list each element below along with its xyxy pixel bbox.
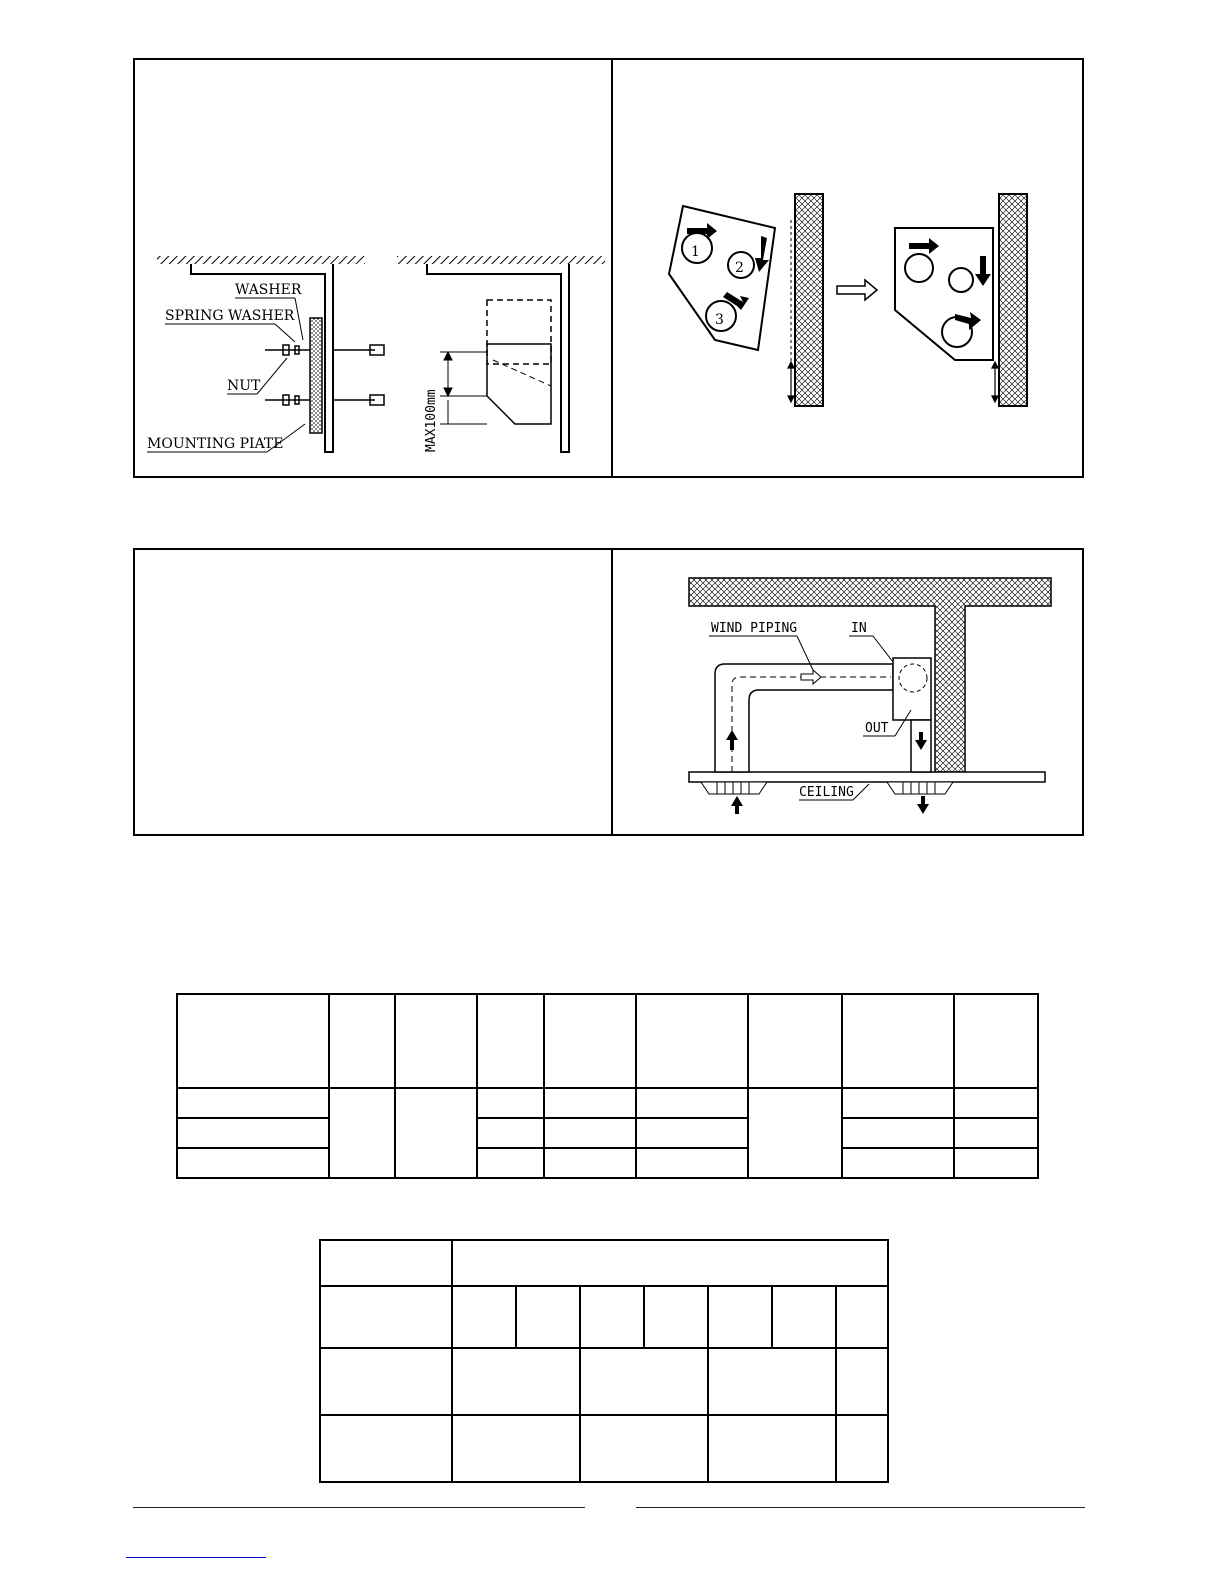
table-row [320,1240,888,1286]
figure-panel-mounting-plate [133,58,613,478]
table-row [177,1118,1038,1148]
table-header-cell [954,994,1038,1088]
table-header-cell [177,994,329,1088]
merged-cell [748,1088,842,1178]
table-row [320,1286,888,1348]
unit-mounted [487,344,551,424]
table-row [320,1415,888,1482]
footer-link-underline[interactable] [126,1557,266,1558]
spec-table-two [319,1239,889,1483]
spec-table-one [176,993,1039,1179]
merged-cell [329,1088,395,1178]
footer-rule-right [636,1507,1085,1508]
label-ceiling: CEILING [799,785,854,800]
dimension-max [440,352,487,424]
table-header-cell [842,994,954,1088]
label-nut: NUT [227,378,261,394]
mounting-plate [310,318,322,433]
table-header-cell [544,994,636,1088]
table-header-cell [477,994,544,1088]
table-header-cell [329,994,395,1088]
merged-cell [395,1088,477,1178]
indoor-unit [893,658,931,720]
label-wind-piping: WIND PIPING [711,621,798,636]
figure-panel-hang-unit [611,58,1084,478]
step-number-2: 2 [735,260,744,276]
table-header-cell [395,994,477,1088]
mounting-plate-diagram [135,60,615,480]
ceiling-hatch-right [397,256,605,264]
text-panel-blank [133,548,613,836]
label-washer: WASHER [235,282,302,298]
hang-unit-diagram [613,60,1086,480]
table-row [320,1348,888,1415]
step-number-3: 3 [715,312,724,328]
table-row [177,1148,1038,1178]
transition-arrow [837,280,877,300]
wall-right [999,194,1027,406]
unit-before-outline [487,300,551,364]
grille-intake [701,782,767,794]
table-header-cell [748,994,842,1088]
grille-outlet [887,782,953,794]
ceiling-hatch-left [157,256,365,264]
table-row [177,1088,1038,1118]
unit-tilted [669,206,775,350]
label-max-dimension: MAX100mm [424,389,439,452]
label-out: OUT [865,721,889,736]
wall-left [795,194,823,406]
wind-piping-diagram [613,550,1086,838]
label-mounting-plate: MOUNTING PIATE [147,436,284,452]
figure-panel-wind-piping [611,548,1084,836]
step-number-1: 1 [691,244,700,260]
merged-header-cell [452,1240,888,1286]
false-ceiling [689,772,1045,782]
table-header-cell [636,994,748,1088]
footer-rule-left [133,1507,585,1508]
label-in: IN [851,621,867,636]
label-spring-washer: SPRING WASHER [165,308,295,324]
